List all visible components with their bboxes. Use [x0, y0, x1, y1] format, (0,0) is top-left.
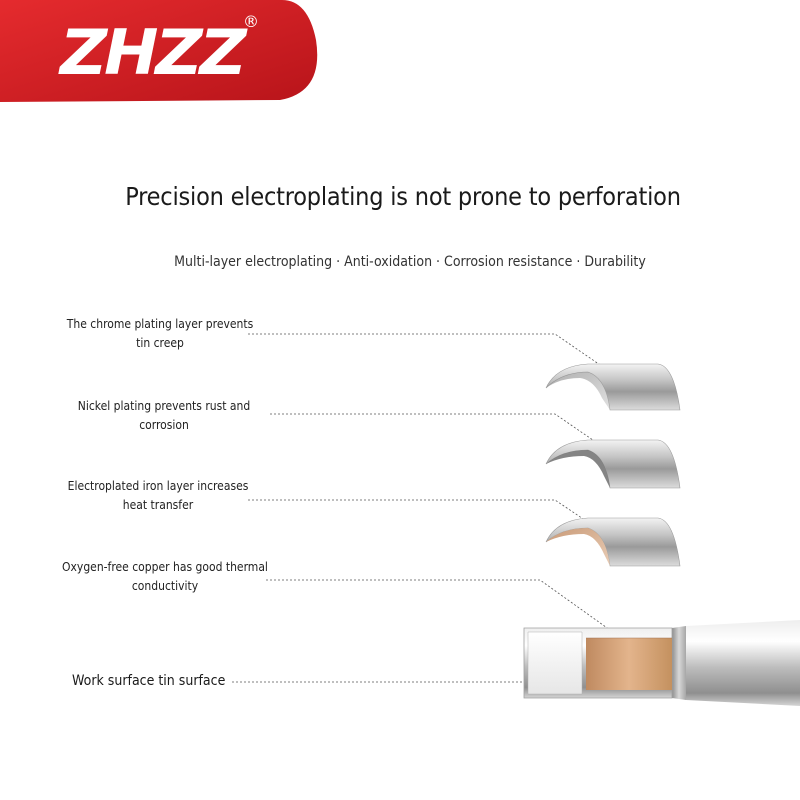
- layer-callout-line: corrosion: [139, 418, 189, 432]
- layer-callout-line: conductivity: [131, 579, 199, 593]
- layer-callout-line: The chrome plating layer prevents: [66, 317, 254, 331]
- layer-callout-line: tin creep: [136, 336, 184, 350]
- page-subtitle: Multi-layer electroplating · Anti-oxidation · Corrosion resistance · Durability: [174, 254, 646, 270]
- chrome-layer-shell: [546, 364, 680, 410]
- layer-callout-line: heat transfer: [122, 498, 194, 512]
- iron-layer-shell: [546, 518, 680, 566]
- brand-logo-text: ZHZZ: [60, 16, 244, 89]
- layer-callout-line: Oxygen-free copper has good thermal: [62, 560, 268, 574]
- copper-core-block: [586, 638, 672, 690]
- soldering-tip-cutaway: [524, 620, 800, 706]
- layer-callout-line: Electroplated iron layer increases: [67, 479, 249, 493]
- page-title: Precision electroplating is not prone to perforation: [125, 182, 681, 211]
- nickel-layer-shell: [546, 440, 680, 488]
- layer-callout-line: Nickel plating prevents rust and: [77, 399, 251, 413]
- work-surface-label: Work surface tin surface: [72, 673, 226, 689]
- registered-mark: ®: [243, 12, 259, 31]
